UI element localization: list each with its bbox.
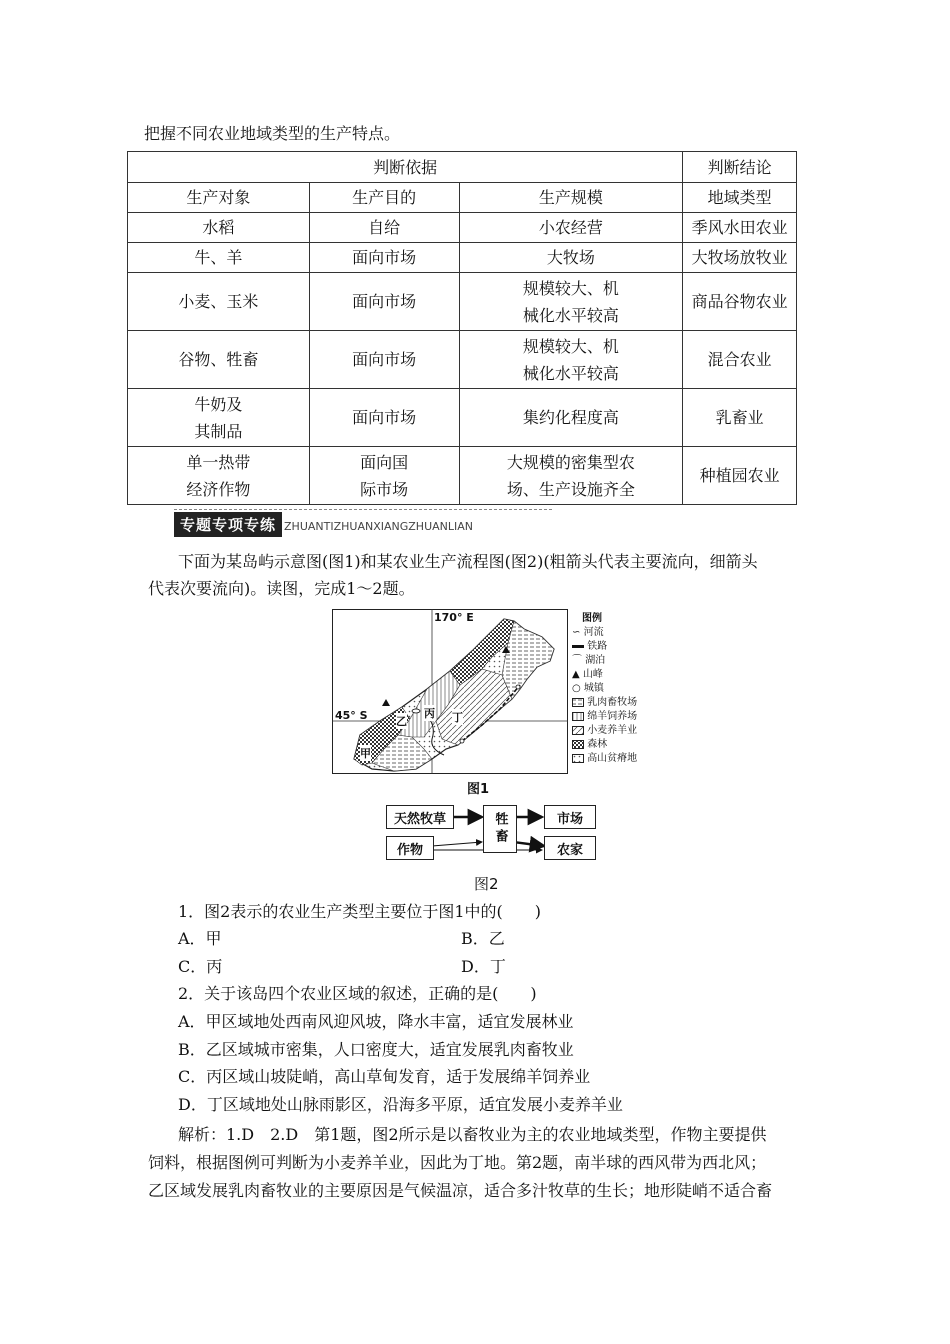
table-group-header: 判断结论 xyxy=(683,152,797,183)
legend-label: 城镇 xyxy=(583,683,604,694)
table-cell xyxy=(459,331,683,389)
table-cell xyxy=(459,273,683,331)
table-cell: 乳畜业 xyxy=(683,389,797,447)
latitude-label: 45° S xyxy=(335,709,368,722)
intro-text: 把握不同农业地域类型的生产特点。 xyxy=(144,124,401,143)
flow-box-market: 市场 xyxy=(544,805,596,829)
flow-box-farmer: 农家 xyxy=(544,836,596,860)
table-cell-line: 械化水平较高 xyxy=(522,305,619,325)
forest-pattern-icon xyxy=(572,740,584,749)
q1-option-c: C．丙 xyxy=(178,957,223,976)
flow-box-crops: 作物 xyxy=(386,836,434,860)
table-cell-line: 面向国 xyxy=(360,452,409,472)
table-cell: 水稻 xyxy=(128,213,310,243)
analysis-line1: 解析：1.D 2.D 第1题，图2所示是以畜牧业为主的农业地域类型，作物主要提供 xyxy=(178,1125,767,1144)
table-cell-line: 械化水平较高 xyxy=(522,363,619,383)
q1-option-a: A．甲 xyxy=(178,929,222,948)
table-cell-line: 规模较大、机 xyxy=(522,336,619,356)
table-row xyxy=(128,213,797,243)
table-cell: 面向市场 xyxy=(309,331,459,389)
legend-item xyxy=(572,679,604,694)
table-row xyxy=(128,331,797,389)
alpine-pattern-icon xyxy=(572,754,584,763)
table-header: 生产对象 xyxy=(128,183,310,213)
railway-icon xyxy=(572,645,584,648)
table-cell: 自给 xyxy=(309,213,459,243)
table-cell-line: 单一热带 xyxy=(186,452,251,472)
table-row xyxy=(128,273,797,331)
table-cell: 面向市场 xyxy=(309,243,459,273)
lake-icon: ⌒ xyxy=(572,655,582,666)
banner-title: 专题专项专练 xyxy=(174,512,282,537)
figure1-caption: 图1 xyxy=(467,782,490,797)
table-cell: 大牧场放牧业 xyxy=(683,243,797,273)
q2-option-b: B．乙区域城市密集，人口密度大，适宜发展乳肉畜牧业 xyxy=(178,1040,574,1059)
table-cell: 集约化程度高 xyxy=(459,389,683,447)
table-cell xyxy=(128,389,310,447)
q2-stem: 2．关于该岛四个农业区域的叙述，正确的是( ) xyxy=(178,984,537,1003)
legend-item xyxy=(572,651,605,666)
legend-label: 河流 xyxy=(583,627,604,638)
table-cell-line: 规模较大、机 xyxy=(522,278,619,298)
section-banner xyxy=(174,512,473,537)
q1-stem: 1．图2表示的农业生产类型主要位于图1中的( ) xyxy=(178,902,542,921)
map-legend xyxy=(572,609,662,769)
legend-item xyxy=(572,665,603,680)
analysis-line2: 饲料，根据图例可判断为小麦养羊业，因此为丁地。第2题，南半球的西风带为西北风； xyxy=(148,1153,767,1172)
table-row xyxy=(128,243,797,273)
legend-item xyxy=(572,721,637,736)
table-row xyxy=(128,447,797,505)
table-cell: 面向市场 xyxy=(309,273,459,331)
table-cell: 面向市场 xyxy=(309,389,459,447)
table-cell-line: 牛奶及 xyxy=(194,394,243,414)
table-cell-line: 大规模的密集型农 xyxy=(506,452,635,472)
question-intro-line1: 下面为某岛屿示意图(图1)和某农业生产流程图(图2)(粗箭头代表主要流向，细箭头 xyxy=(178,552,758,571)
q2-option-c: C．丙区域山坡陡峭，高山草甸发育，适于发展绵羊饲养业 xyxy=(178,1067,591,1086)
question-intro-line2: 代表次要流向)。读图，完成1～2题。 xyxy=(148,579,415,598)
legend-item xyxy=(572,707,637,722)
table-cell: 季风水田农业 xyxy=(683,213,797,243)
table-cell xyxy=(309,447,459,505)
table-cell: 种植园农业 xyxy=(683,447,797,505)
agriculture-type-table xyxy=(127,151,797,505)
region-label-bing: 丙 xyxy=(424,707,435,720)
legend-label: 高山贫瘠地 xyxy=(587,753,638,764)
table-group-header: 判断依据 xyxy=(128,152,683,183)
longitude-label: 170° E xyxy=(434,611,474,624)
legend-label: 湖泊 xyxy=(585,655,606,666)
table-header: 生产规模 xyxy=(459,183,683,213)
dairy-pattern-icon xyxy=(572,698,584,707)
peak-icon: ▲ xyxy=(572,669,580,680)
flow-box-livestock: 牲畜 xyxy=(483,805,517,853)
table-cell-line: 经济作物 xyxy=(186,479,251,499)
table-header: 地域类型 xyxy=(683,183,797,213)
table-cell-line: 际市场 xyxy=(360,479,409,499)
legend-label: 绵羊饲养场 xyxy=(587,711,638,722)
analysis-line3: 乙区域发展乳肉畜牧业的主要原因是气候温凉，适合多汁牧草的生长；地形陡峭不适合畜 xyxy=(148,1181,773,1200)
q2-option-d: D．丁区域地处山脉雨影区，沿海多平原，适宜发展小麦养羊业 xyxy=(178,1095,623,1114)
table-cell: 商品谷物农业 xyxy=(683,273,797,331)
banner-rule xyxy=(174,509,552,510)
legend-label: 小麦养羊业 xyxy=(587,725,638,736)
legend-item xyxy=(572,693,637,708)
region-label-jia: 甲 xyxy=(360,747,371,760)
table-cell: 牛、羊 xyxy=(128,243,310,273)
table-header: 生产目的 xyxy=(309,183,459,213)
table-cell: 大牧场 xyxy=(459,243,683,273)
legend-item xyxy=(572,637,607,652)
flow-box-pasture: 天然牧草 xyxy=(386,805,454,829)
legend-item xyxy=(572,749,637,764)
region-label-yi: 乙 xyxy=(396,715,407,728)
table-cell: 谷物、牲畜 xyxy=(128,331,310,389)
table-cell xyxy=(128,447,310,505)
table-cell-line: 场、生产设施齐全 xyxy=(506,479,635,499)
table-cell-line: 其制品 xyxy=(194,421,243,441)
q1-option-b: B．乙 xyxy=(461,929,505,948)
table-cell: 小农经营 xyxy=(459,213,683,243)
legend-label: 山峰 xyxy=(582,669,603,680)
q2-option-a: A．甲区域地处西南风迎风坡，降水丰富，适宜发展林业 xyxy=(178,1012,574,1031)
legend-item xyxy=(572,623,604,638)
region-label-ding: 丁 xyxy=(452,711,463,724)
sheep-pattern-icon xyxy=(572,712,584,721)
island-map xyxy=(332,609,568,774)
q1-option-d: D．丁 xyxy=(461,957,506,976)
legend-item xyxy=(572,735,607,750)
table-cell xyxy=(459,447,683,505)
legend-title: 图例 xyxy=(582,613,602,624)
banner-subtitle: ZHUANTIZHUANXIANGZHUANLIAN xyxy=(284,520,473,533)
town-icon: ○ xyxy=(572,683,581,694)
legend-label: 乳肉畜牧场 xyxy=(587,697,638,708)
legend-label: 铁路 xyxy=(587,641,608,652)
figure2-caption: 图2 xyxy=(474,875,499,893)
legend-label: 森林 xyxy=(587,739,608,750)
wheat-sheep-pattern-icon xyxy=(572,726,584,735)
table-row xyxy=(128,389,797,447)
table-cell: 小麦、玉米 xyxy=(128,273,310,331)
river-icon: ∽ xyxy=(572,627,581,638)
table-cell: 混合农业 xyxy=(683,331,797,389)
